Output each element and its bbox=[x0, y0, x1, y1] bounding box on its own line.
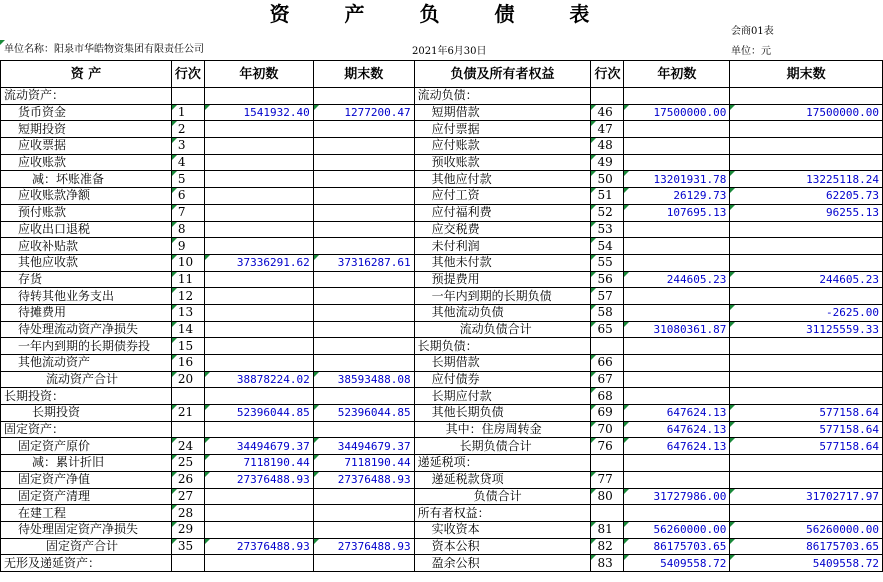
liability-name-cell: 递延税款贷项 bbox=[414, 471, 591, 488]
asset-opening-cell bbox=[204, 521, 313, 538]
liability-name-cell: 未付利润 bbox=[414, 238, 591, 255]
liability-closing-cell bbox=[730, 288, 883, 305]
asset-name-cell: 待处理固定资产净损失 bbox=[1, 521, 172, 538]
liability-line-no-cell: 56 bbox=[591, 271, 624, 288]
asset-closing-cell bbox=[313, 88, 414, 105]
liability-line-no-cell: 81 bbox=[591, 521, 624, 538]
liability-closing-cell bbox=[730, 338, 883, 355]
table-row bbox=[1, 254, 883, 271]
liability-name-cell: 长期负债： bbox=[414, 338, 591, 355]
liability-closing-cell: -2625.00 bbox=[730, 304, 883, 321]
liability-closing-cell: 17500000.00 bbox=[730, 104, 883, 121]
asset-closing-cell bbox=[313, 271, 414, 288]
asset-opening-cell bbox=[204, 321, 313, 338]
asset-closing-cell bbox=[313, 488, 414, 505]
header-cell: 期末数 bbox=[313, 61, 414, 88]
liability-name-cell: 应付债券 bbox=[414, 371, 591, 388]
asset-name-cell: 固定资产原价 bbox=[1, 438, 172, 455]
liability-opening-cell: 31080361.87 bbox=[624, 321, 730, 338]
liability-name-cell: 所有者权益： bbox=[414, 505, 591, 522]
table-row bbox=[1, 288, 883, 305]
table-row bbox=[1, 438, 883, 455]
liability-line-no-cell: 53 bbox=[591, 221, 624, 238]
liability-name-cell: 长期负债合计 bbox=[414, 438, 591, 455]
report-title: 资 产 负 债 表 bbox=[269, 2, 614, 26]
asset-closing-cell: 38593488.08 bbox=[313, 371, 414, 388]
asset-opening-cell bbox=[204, 238, 313, 255]
liability-name-cell: 实收资本 bbox=[414, 521, 591, 538]
asset-line-no-cell: 21 bbox=[171, 405, 204, 422]
table-row bbox=[1, 555, 883, 572]
asset-closing-cell: 52396044.85 bbox=[313, 405, 414, 422]
liability-opening-cell: 31727986.00 bbox=[624, 488, 730, 505]
asset-name-cell: 待处理流动资产净损失 bbox=[1, 321, 172, 338]
header-cell: 负债及所有者权益 bbox=[414, 61, 591, 88]
liability-name-cell: 一年内到期的长期负债 bbox=[414, 288, 591, 305]
table-row bbox=[1, 171, 883, 188]
asset-closing-cell: 27376488.93 bbox=[313, 471, 414, 488]
table-row bbox=[1, 121, 883, 138]
table-row bbox=[1, 221, 883, 238]
asset-closing-cell bbox=[313, 505, 414, 522]
asset-opening-cell: 38878224.02 bbox=[204, 371, 313, 388]
table-row bbox=[1, 321, 883, 338]
table-row bbox=[1, 138, 883, 155]
liability-closing-cell bbox=[730, 138, 883, 155]
liability-closing-cell bbox=[730, 88, 883, 105]
liability-opening-cell: 5409558.72 bbox=[624, 555, 730, 572]
asset-opening-cell bbox=[204, 188, 313, 205]
asset-line-no-cell: 20 bbox=[171, 371, 204, 388]
liability-name-cell: 其他长期负债 bbox=[414, 405, 591, 422]
liability-closing-cell bbox=[730, 371, 883, 388]
liability-opening-cell bbox=[624, 471, 730, 488]
liability-closing-cell: 62205.73 bbox=[730, 188, 883, 205]
asset-name-cell: 固定资产： bbox=[1, 421, 172, 438]
asset-opening-cell bbox=[204, 555, 313, 572]
liability-opening-cell: 647624.13 bbox=[624, 438, 730, 455]
liability-name-cell: 应付工资 bbox=[414, 188, 591, 205]
asset-name-cell: 应收账款净额 bbox=[1, 188, 172, 205]
asset-line-no-cell bbox=[171, 555, 204, 572]
table-row bbox=[1, 355, 883, 372]
asset-opening-cell bbox=[204, 288, 313, 305]
liability-line-no-cell: 51 bbox=[591, 188, 624, 205]
asset-line-no-cell: 1 bbox=[171, 104, 204, 121]
asset-name-cell: 待摊费用 bbox=[1, 304, 172, 321]
asset-closing-cell: 1277200.47 bbox=[313, 104, 414, 121]
asset-closing-cell bbox=[313, 521, 414, 538]
liability-name-cell: 应付福利费 bbox=[414, 204, 591, 221]
liability-opening-cell bbox=[624, 221, 730, 238]
liability-opening-cell: 647624.13 bbox=[624, 405, 730, 422]
table-row bbox=[1, 505, 883, 522]
asset-opening-cell: 37336291.62 bbox=[204, 254, 313, 271]
asset-opening-cell: 27376488.93 bbox=[204, 471, 313, 488]
liability-name-cell: 预提费用 bbox=[414, 271, 591, 288]
asset-closing-cell bbox=[313, 338, 414, 355]
liability-opening-cell bbox=[624, 254, 730, 271]
liability-closing-cell: 86175703.65 bbox=[730, 538, 883, 555]
asset-name-cell: 无形及递延资产： bbox=[1, 555, 172, 572]
liability-line-no-cell: 47 bbox=[591, 121, 624, 138]
asset-closing-cell bbox=[313, 321, 414, 338]
asset-opening-cell: 27376488.93 bbox=[204, 538, 313, 555]
liability-name-cell: 负债合计 bbox=[414, 488, 591, 505]
liability-line-no-cell: 55 bbox=[591, 254, 624, 271]
asset-opening-cell bbox=[204, 88, 313, 105]
liability-line-no-cell: 80 bbox=[591, 488, 624, 505]
liability-opening-cell: 107695.13 bbox=[624, 204, 730, 221]
asset-closing-cell: 27376488.93 bbox=[313, 538, 414, 555]
liability-name-cell: 应付票据 bbox=[414, 121, 591, 138]
liability-closing-cell: 56260000.00 bbox=[730, 521, 883, 538]
asset-name-cell: 减：坏账准备 bbox=[1, 171, 172, 188]
header-cell: 行次 bbox=[171, 61, 204, 88]
asset-closing-cell bbox=[313, 355, 414, 372]
header-cell: 年初数 bbox=[204, 61, 313, 88]
asset-name-cell: 应收出口退税 bbox=[1, 221, 172, 238]
liability-name-cell: 其中：住房周转金 bbox=[414, 421, 591, 438]
asset-line-no-cell: 13 bbox=[171, 304, 204, 321]
liability-closing-cell: 577158.64 bbox=[730, 438, 883, 455]
asset-opening-cell bbox=[204, 421, 313, 438]
asset-line-no-cell: 35 bbox=[171, 538, 204, 555]
liability-closing-cell: 244605.23 bbox=[730, 271, 883, 288]
company-name: 单位名称：阳泉市华皓物资集团有限责任公司 bbox=[4, 44, 204, 55]
asset-name-cell: 其他流动资产 bbox=[1, 355, 172, 372]
report-date: 2021年6月30日 bbox=[412, 46, 487, 57]
liability-line-no-cell: 67 bbox=[591, 371, 624, 388]
liability-line-no-cell: 50 bbox=[591, 171, 624, 188]
table-row bbox=[1, 488, 883, 505]
asset-opening-cell bbox=[204, 488, 313, 505]
asset-closing-cell bbox=[313, 121, 414, 138]
liability-opening-cell bbox=[624, 304, 730, 321]
liability-closing-cell: 5409558.72 bbox=[730, 555, 883, 572]
liability-line-no-cell: 52 bbox=[591, 204, 624, 221]
table-row bbox=[1, 104, 883, 121]
table-row bbox=[1, 538, 883, 555]
asset-name-cell: 流动资产合计 bbox=[1, 371, 172, 388]
table-row bbox=[1, 455, 883, 472]
asset-name-cell: 固定资产清理 bbox=[1, 488, 172, 505]
asset-name-cell: 流动资产： bbox=[1, 88, 172, 105]
table-row bbox=[1, 88, 883, 105]
table-row bbox=[1, 338, 883, 355]
liability-line-no-cell: 70 bbox=[591, 421, 624, 438]
currency-unit: 单位：元 bbox=[731, 46, 771, 57]
liability-name-cell: 短期借款 bbox=[414, 104, 591, 121]
liability-closing-cell bbox=[730, 254, 883, 271]
asset-line-no-cell: 10 bbox=[171, 254, 204, 271]
balance-sheet-table bbox=[0, 60, 883, 572]
table-row bbox=[1, 271, 883, 288]
table-row bbox=[1, 204, 883, 221]
table-row bbox=[1, 405, 883, 422]
asset-line-no-cell: 11 bbox=[171, 271, 204, 288]
liability-name-cell: 其他应付款 bbox=[414, 171, 591, 188]
header-cell: 资 产 bbox=[1, 61, 172, 88]
asset-line-no-cell: 24 bbox=[171, 438, 204, 455]
asset-line-no-cell: 12 bbox=[171, 288, 204, 305]
liability-closing-cell: 13225118.24 bbox=[730, 171, 883, 188]
liability-opening-cell bbox=[624, 88, 730, 105]
asset-opening-cell bbox=[204, 171, 313, 188]
liability-opening-cell bbox=[624, 355, 730, 372]
liability-opening-cell bbox=[624, 455, 730, 472]
asset-closing-cell bbox=[313, 154, 414, 171]
asset-line-no-cell: 5 bbox=[171, 171, 204, 188]
header-cell: 期末数 bbox=[730, 61, 883, 88]
asset-line-no-cell: 15 bbox=[171, 338, 204, 355]
asset-name-cell: 在建工程 bbox=[1, 505, 172, 522]
liability-line-no-cell: 68 bbox=[591, 388, 624, 405]
asset-line-no-cell bbox=[171, 421, 204, 438]
asset-opening-cell: 52396044.85 bbox=[204, 405, 313, 422]
liability-name-cell: 预收账款 bbox=[414, 154, 591, 171]
liability-name-cell: 长期应付款 bbox=[414, 388, 591, 405]
asset-closing-cell: 34494679.37 bbox=[313, 438, 414, 455]
liability-opening-cell bbox=[624, 388, 730, 405]
liability-closing-cell bbox=[730, 471, 883, 488]
liability-name-cell: 其他未付款 bbox=[414, 254, 591, 271]
asset-opening-cell: 1541932.40 bbox=[204, 104, 313, 121]
asset-opening-cell bbox=[204, 154, 313, 171]
asset-name-cell: 其他应收款 bbox=[1, 254, 172, 271]
table-row bbox=[1, 188, 883, 205]
asset-opening-cell bbox=[204, 221, 313, 238]
asset-line-no-cell: 25 bbox=[171, 455, 204, 472]
liability-opening-cell bbox=[624, 138, 730, 155]
liability-name-cell: 长期借款 bbox=[414, 355, 591, 372]
asset-opening-cell bbox=[204, 304, 313, 321]
asset-line-no-cell: 8 bbox=[171, 221, 204, 238]
asset-line-no-cell: 2 bbox=[171, 121, 204, 138]
header-cell: 年初数 bbox=[624, 61, 730, 88]
liability-line-no-cell: 49 bbox=[591, 154, 624, 171]
asset-closing-cell: 37316287.61 bbox=[313, 254, 414, 271]
asset-closing-cell bbox=[313, 171, 414, 188]
liability-opening-cell: 56260000.00 bbox=[624, 521, 730, 538]
asset-closing-cell: 7118190.44 bbox=[313, 455, 414, 472]
liability-line-no-cell bbox=[591, 88, 624, 105]
asset-name-cell: 长期投资 bbox=[1, 405, 172, 422]
asset-opening-cell: 7118190.44 bbox=[204, 455, 313, 472]
asset-closing-cell bbox=[313, 388, 414, 405]
asset-line-no-cell: 14 bbox=[171, 321, 204, 338]
asset-line-no-cell: 27 bbox=[171, 488, 204, 505]
asset-closing-cell bbox=[313, 221, 414, 238]
liability-name-cell: 流动负债合计 bbox=[414, 321, 591, 338]
liability-line-no-cell: 77 bbox=[591, 471, 624, 488]
form-number: 会商01表 bbox=[731, 26, 774, 37]
asset-line-no-cell: 6 bbox=[171, 188, 204, 205]
asset-opening-cell bbox=[204, 138, 313, 155]
table-row bbox=[1, 421, 883, 438]
liability-opening-cell bbox=[624, 238, 730, 255]
table-row bbox=[1, 154, 883, 171]
asset-closing-cell bbox=[313, 304, 414, 321]
liability-closing-cell bbox=[730, 505, 883, 522]
liability-opening-cell bbox=[624, 338, 730, 355]
liability-opening-cell bbox=[624, 121, 730, 138]
asset-opening-cell bbox=[204, 204, 313, 221]
liability-opening-cell bbox=[624, 371, 730, 388]
liability-closing-cell bbox=[730, 238, 883, 255]
liability-line-no-cell: 54 bbox=[591, 238, 624, 255]
liability-opening-cell bbox=[624, 154, 730, 171]
liability-opening-cell: 13201931.78 bbox=[624, 171, 730, 188]
table-row bbox=[1, 371, 883, 388]
asset-line-no-cell: 26 bbox=[171, 471, 204, 488]
asset-line-no-cell bbox=[171, 388, 204, 405]
asset-name-cell: 固定资产合计 bbox=[1, 538, 172, 555]
asset-name-cell: 固定资产净值 bbox=[1, 471, 172, 488]
liability-line-no-cell bbox=[591, 338, 624, 355]
asset-closing-cell bbox=[313, 421, 414, 438]
asset-opening-cell: 34494679.37 bbox=[204, 438, 313, 455]
asset-line-no-cell: 28 bbox=[171, 505, 204, 522]
liability-opening-cell: 86175703.65 bbox=[624, 538, 730, 555]
liability-opening-cell bbox=[624, 288, 730, 305]
liability-name-cell: 应交税费 bbox=[414, 221, 591, 238]
asset-name-cell: 应收补贴款 bbox=[1, 238, 172, 255]
liability-closing-cell bbox=[730, 388, 883, 405]
table-row bbox=[1, 521, 883, 538]
asset-line-no-cell: 3 bbox=[171, 138, 204, 155]
asset-name-cell: 货币资金 bbox=[1, 104, 172, 121]
table-row bbox=[1, 304, 883, 321]
liability-line-no-cell bbox=[591, 455, 624, 472]
asset-closing-cell bbox=[313, 288, 414, 305]
liability-line-no-cell: 69 bbox=[591, 405, 624, 422]
asset-opening-cell bbox=[204, 355, 313, 372]
asset-line-no-cell: 4 bbox=[171, 154, 204, 171]
liability-line-no-cell: 65 bbox=[591, 321, 624, 338]
asset-name-cell: 减：累计折旧 bbox=[1, 455, 172, 472]
asset-name-cell: 存货 bbox=[1, 271, 172, 288]
asset-opening-cell bbox=[204, 338, 313, 355]
liability-closing-cell: 577158.64 bbox=[730, 421, 883, 438]
liability-line-no-cell: 82 bbox=[591, 538, 624, 555]
asset-closing-cell bbox=[313, 188, 414, 205]
liability-line-no-cell: 83 bbox=[591, 555, 624, 572]
liability-closing-cell bbox=[730, 455, 883, 472]
table-row bbox=[1, 471, 883, 488]
liability-line-no-cell bbox=[591, 505, 624, 522]
liability-closing-cell bbox=[730, 121, 883, 138]
asset-opening-cell bbox=[204, 121, 313, 138]
asset-line-no-cell: 7 bbox=[171, 204, 204, 221]
liability-closing-cell: 31702717.97 bbox=[730, 488, 883, 505]
liability-name-cell: 递延税项： bbox=[414, 455, 591, 472]
liability-name-cell: 资本公积 bbox=[414, 538, 591, 555]
liability-line-no-cell: 66 bbox=[591, 355, 624, 372]
asset-name-cell: 一年内到期的长期债券投 bbox=[1, 338, 172, 355]
header-cell: 行次 bbox=[591, 61, 624, 88]
asset-line-no-cell: 9 bbox=[171, 238, 204, 255]
liability-name-cell: 盈余公积 bbox=[414, 555, 591, 572]
liability-opening-cell: 17500000.00 bbox=[624, 104, 730, 121]
liability-line-no-cell: 48 bbox=[591, 138, 624, 155]
liability-name-cell: 流动负债： bbox=[414, 88, 591, 105]
liability-opening-cell bbox=[624, 505, 730, 522]
asset-name-cell: 短期投资 bbox=[1, 121, 172, 138]
asset-closing-cell bbox=[313, 238, 414, 255]
asset-line-no-cell bbox=[171, 88, 204, 105]
liability-name-cell: 应付账款 bbox=[414, 138, 591, 155]
liability-closing-cell: 577158.64 bbox=[730, 405, 883, 422]
asset-closing-cell bbox=[313, 204, 414, 221]
liability-opening-cell: 647624.13 bbox=[624, 421, 730, 438]
asset-name-cell: 长期投资： bbox=[1, 388, 172, 405]
asset-name-cell: 应收账款 bbox=[1, 154, 172, 171]
asset-opening-cell bbox=[204, 388, 313, 405]
liability-closing-cell bbox=[730, 154, 883, 171]
asset-name-cell: 应收票据 bbox=[1, 138, 172, 155]
liability-line-no-cell: 76 bbox=[591, 438, 624, 455]
liability-closing-cell: 31125559.33 bbox=[730, 321, 883, 338]
table-row bbox=[1, 238, 883, 255]
liability-closing-cell: 96255.13 bbox=[730, 204, 883, 221]
header-row bbox=[1, 61, 883, 88]
liability-name-cell: 其他流动负债 bbox=[414, 304, 591, 321]
asset-opening-cell bbox=[204, 271, 313, 288]
liability-opening-cell: 26129.73 bbox=[624, 188, 730, 205]
liability-closing-cell bbox=[730, 355, 883, 372]
asset-name-cell: 待转其他业务支出 bbox=[1, 288, 172, 305]
asset-line-no-cell: 16 bbox=[171, 355, 204, 372]
liability-line-no-cell: 57 bbox=[591, 288, 624, 305]
asset-closing-cell bbox=[313, 555, 414, 572]
asset-opening-cell bbox=[204, 505, 313, 522]
asset-name-cell: 预付账款 bbox=[1, 204, 172, 221]
table-row bbox=[1, 388, 883, 405]
liability-line-no-cell: 58 bbox=[591, 304, 624, 321]
liability-closing-cell bbox=[730, 221, 883, 238]
liability-opening-cell: 244605.23 bbox=[624, 271, 730, 288]
asset-closing-cell bbox=[313, 138, 414, 155]
asset-line-no-cell: 29 bbox=[171, 521, 204, 538]
liability-line-no-cell: 46 bbox=[591, 104, 624, 121]
